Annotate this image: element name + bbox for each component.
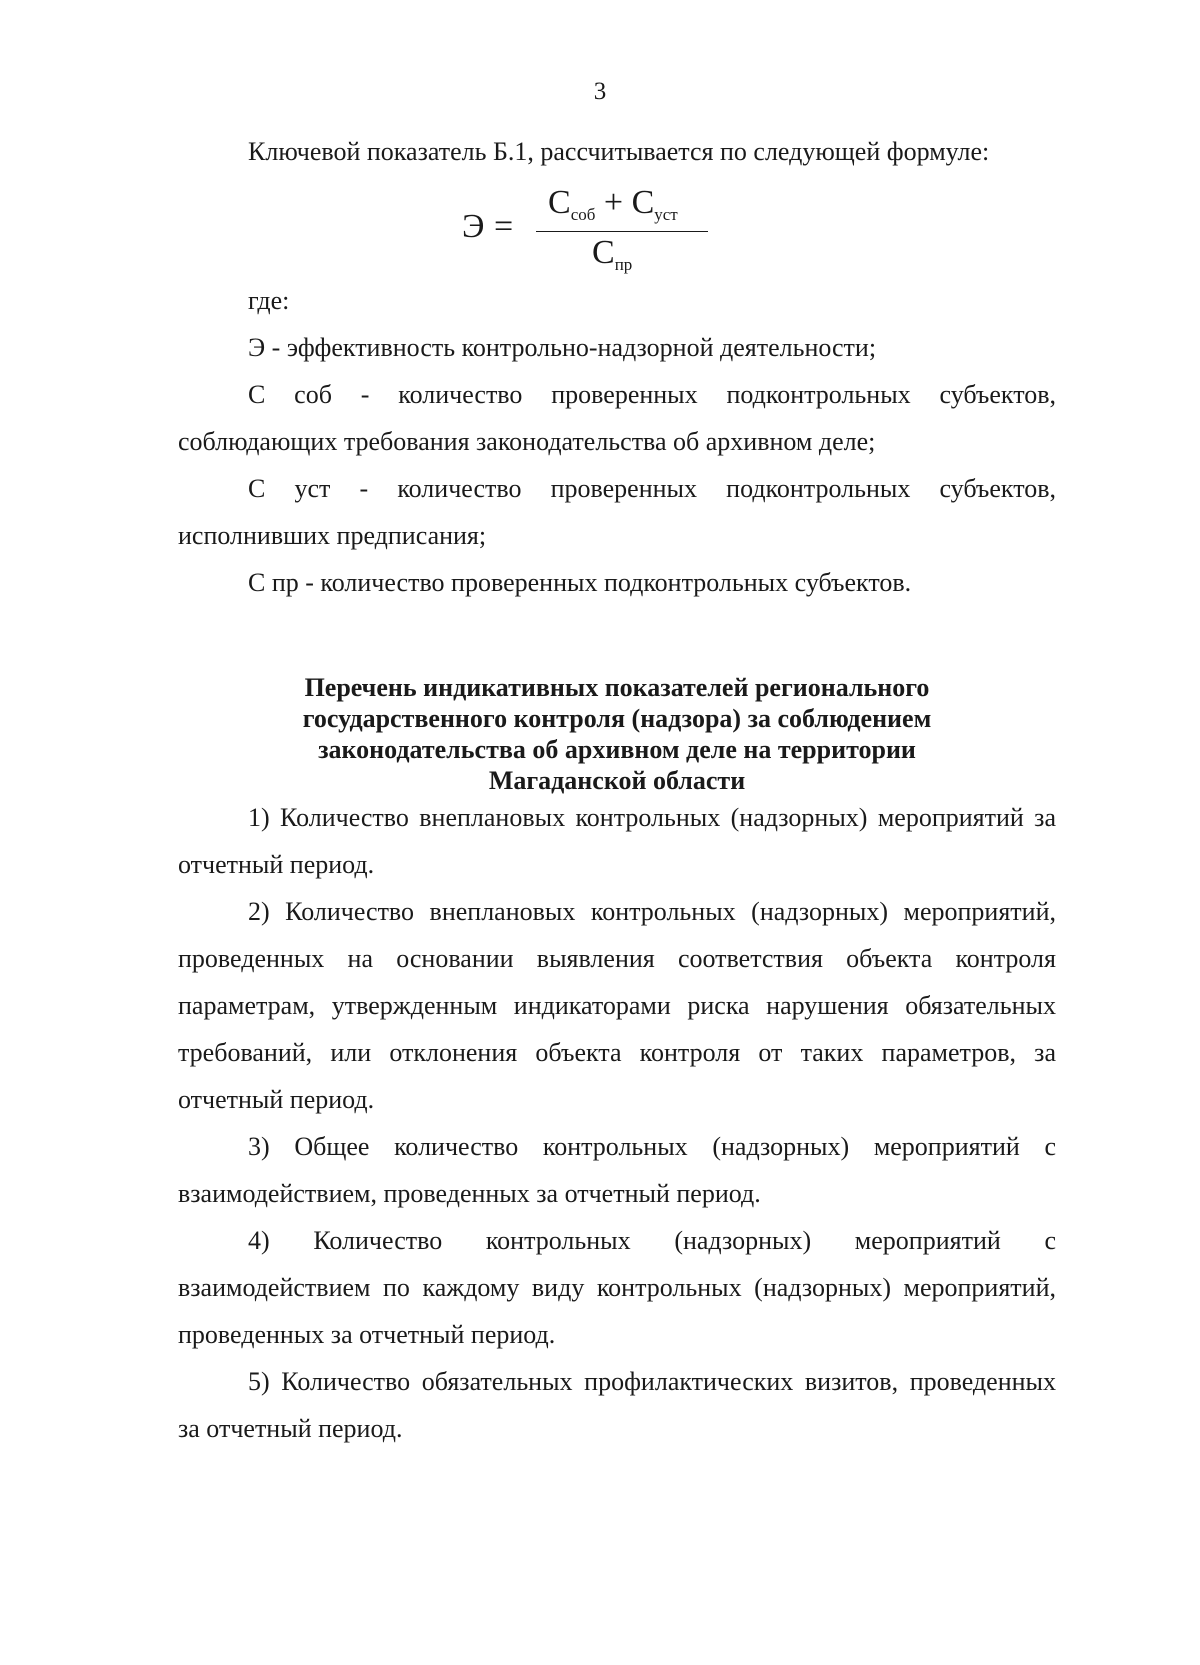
indicators-list bbox=[178, 794, 1056, 1452]
formula-intro bbox=[178, 128, 1056, 175]
numerator-c2: С bbox=[631, 184, 655, 221]
where-label: где: bbox=[248, 286, 290, 315]
section-heading bbox=[178, 672, 1056, 796]
numerator-sub2: уст bbox=[654, 205, 678, 224]
efficiency-formula bbox=[462, 184, 702, 288]
denominator-sub: пр bbox=[614, 255, 633, 274]
definition-c-sob-line1: С соб - количество проверенных подконтрольных субъектов, bbox=[248, 380, 1056, 409]
formula-lhs: Э bbox=[462, 208, 485, 245]
intro-text: Ключевой показатель Б.1, рассчитывается по следующей формуле: bbox=[248, 137, 990, 166]
heading-line-4: Магаданской области bbox=[488, 766, 746, 795]
numerator-c1: С bbox=[548, 184, 571, 221]
formula-equals: = bbox=[494, 208, 514, 245]
definition-c-pr: С пр - количество проверенных подконтрольных субъектов. bbox=[248, 568, 912, 597]
fraction-bar bbox=[536, 231, 708, 232]
formula-denominator bbox=[592, 234, 632, 275]
page-number: 3 bbox=[593, 78, 607, 105]
formula-numerator bbox=[548, 184, 678, 225]
list-item-1: 1) Количество внеплановых контрольных (надзорных) мероприятий за отчетный период. bbox=[178, 803, 1056, 879]
list-item-5: 5) Количество обязательных профилактических визитов, проведенных за отчетный период. bbox=[178, 1367, 1056, 1443]
list-item-2: 2) Количество внеплановых контрольных (надзорных) мероприятий, проведенных на основании выявления соответствия объекта контроля параметрам, утвержденным индикаторами риска нарушения обязательных требований, или отклонения объекта контроля от таких параметров, за отчетный период. bbox=[178, 897, 1056, 1114]
definition-e: Э - эффективность контрольно-надзорной деятельности; bbox=[248, 333, 877, 362]
heading-line-1: Перечень индикативных показателей регионального bbox=[304, 673, 930, 702]
heading-line-2: государственного контроля (надзора) за соблюдением bbox=[302, 704, 932, 733]
definition-c-sob-line2: соблюдающих требования законодательства об архивном деле; bbox=[178, 427, 876, 456]
definitions-block bbox=[178, 277, 1056, 606]
definition-c-ust-line2: исполнивших предписания; bbox=[178, 521, 487, 550]
list-item-3: 3) Общее количество контрольных (надзорных) мероприятий с взаимодействием, проведенных за отчетный период. bbox=[178, 1132, 1056, 1208]
list-item-4: 4) Количество контрольных (надзорных) мероприятий с взаимодействием по каждому виду контрольных (надзорных) мероприятий, проведенных за отчетный период. bbox=[178, 1226, 1056, 1349]
definition-c-ust-line1: С уст - количество проверенных подконтрольных субъектов, bbox=[248, 474, 1056, 503]
numerator-sub1: соб bbox=[570, 205, 596, 224]
heading-line-3: законодательства об архивном деле на территории bbox=[318, 735, 916, 764]
denominator-c: С bbox=[592, 234, 615, 271]
numerator-plus: + bbox=[595, 184, 632, 221]
